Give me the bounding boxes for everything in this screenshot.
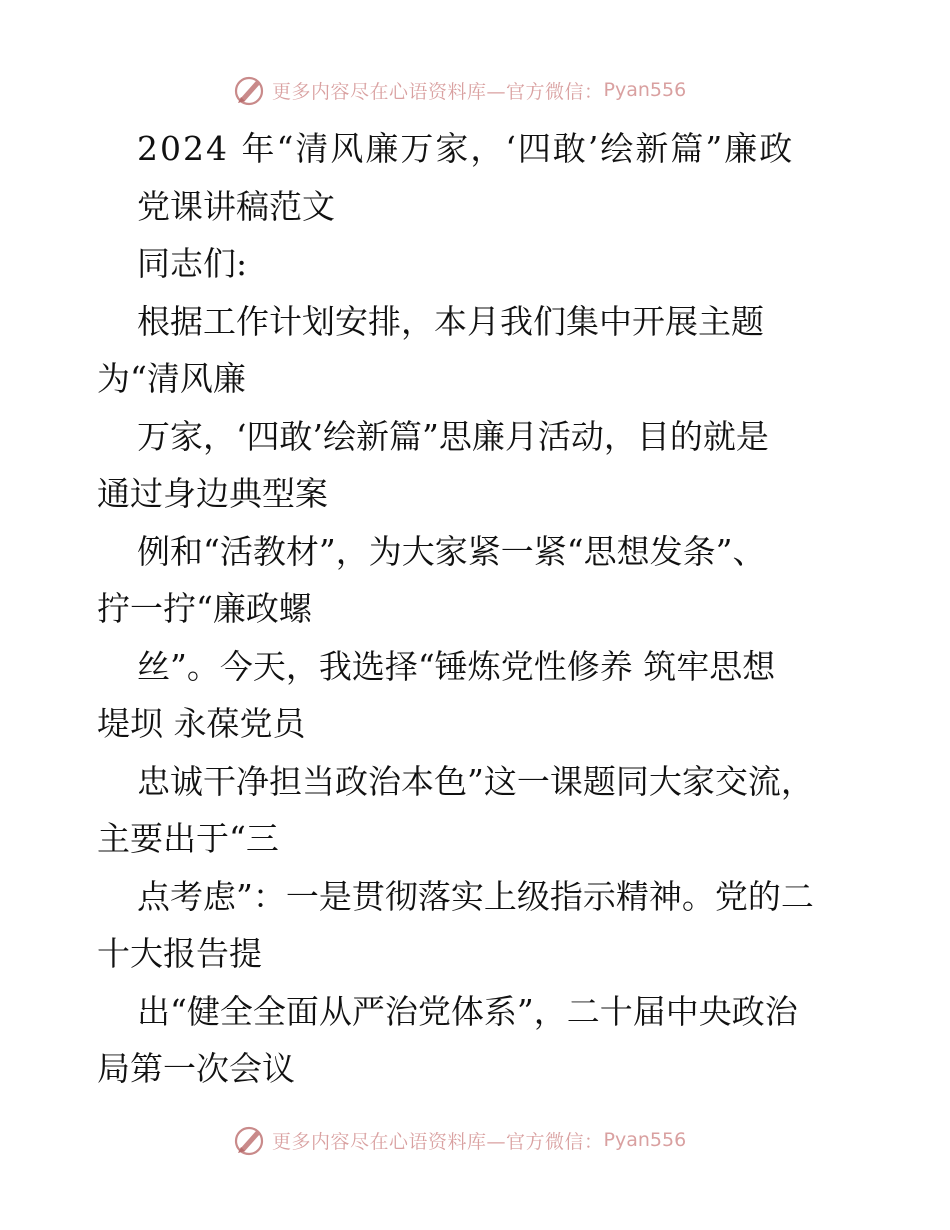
watermark-banner-bottom [232, 1120, 686, 1160]
watermark-text: 更多内容尽在心语资料库—官方微信： [272, 80, 604, 103]
body-line: 出“健全全面从严治党体系”，二十届中央政治 [137, 991, 798, 1031]
document-body [97, 120, 867, 1098]
pen-nib-logo-icon [232, 1123, 266, 1157]
body-line: 通过身边典型案 [97, 474, 328, 513]
body-line: 拧一拧“廉政螺 [97, 589, 312, 628]
body-line: 为“清风廉 [97, 359, 246, 398]
body-line: 忠诚干净担当政治本色”这一课题同大家交流， [137, 761, 814, 801]
body-line: 例和“活教材”，为大家紧一紧“思想发条”、 [137, 531, 766, 571]
body-line: 丝”。今天，我选择“锤炼党性修养 筑牢思想 [137, 646, 776, 686]
body-line: 点考虑”：一是贯彻落实上级指示精神。党的二 [137, 876, 814, 916]
body-line: 主要出于“三 [97, 819, 279, 858]
watermark-handle: Pyan556 [603, 1129, 687, 1151]
body-line: 堤坝 永葆党员 [97, 704, 306, 743]
pen-nib-logo-icon [232, 73, 266, 107]
body-line: 局第一次会议 [97, 1049, 295, 1088]
watermark-handle: Pyan556 [603, 79, 687, 101]
body-line: 万家，‘四敢’绘新篇”思廉月活动，目的就是 [137, 416, 769, 456]
body-line: 根据工作计划安排，本月我们集中开展主题 [137, 301, 764, 341]
watermark-text: 更多内容尽在心语资料库—官方微信： [272, 1130, 604, 1153]
salutation: 同志们: [137, 244, 248, 283]
body-line: 十大报告提 [97, 934, 262, 973]
title-line-2: 党课讲稿范文 [137, 186, 335, 226]
title-line-1: 2024 年“清风廉万家，‘四敢’绘新篇”廉政 [137, 129, 795, 168]
watermark-banner-top [232, 70, 686, 110]
